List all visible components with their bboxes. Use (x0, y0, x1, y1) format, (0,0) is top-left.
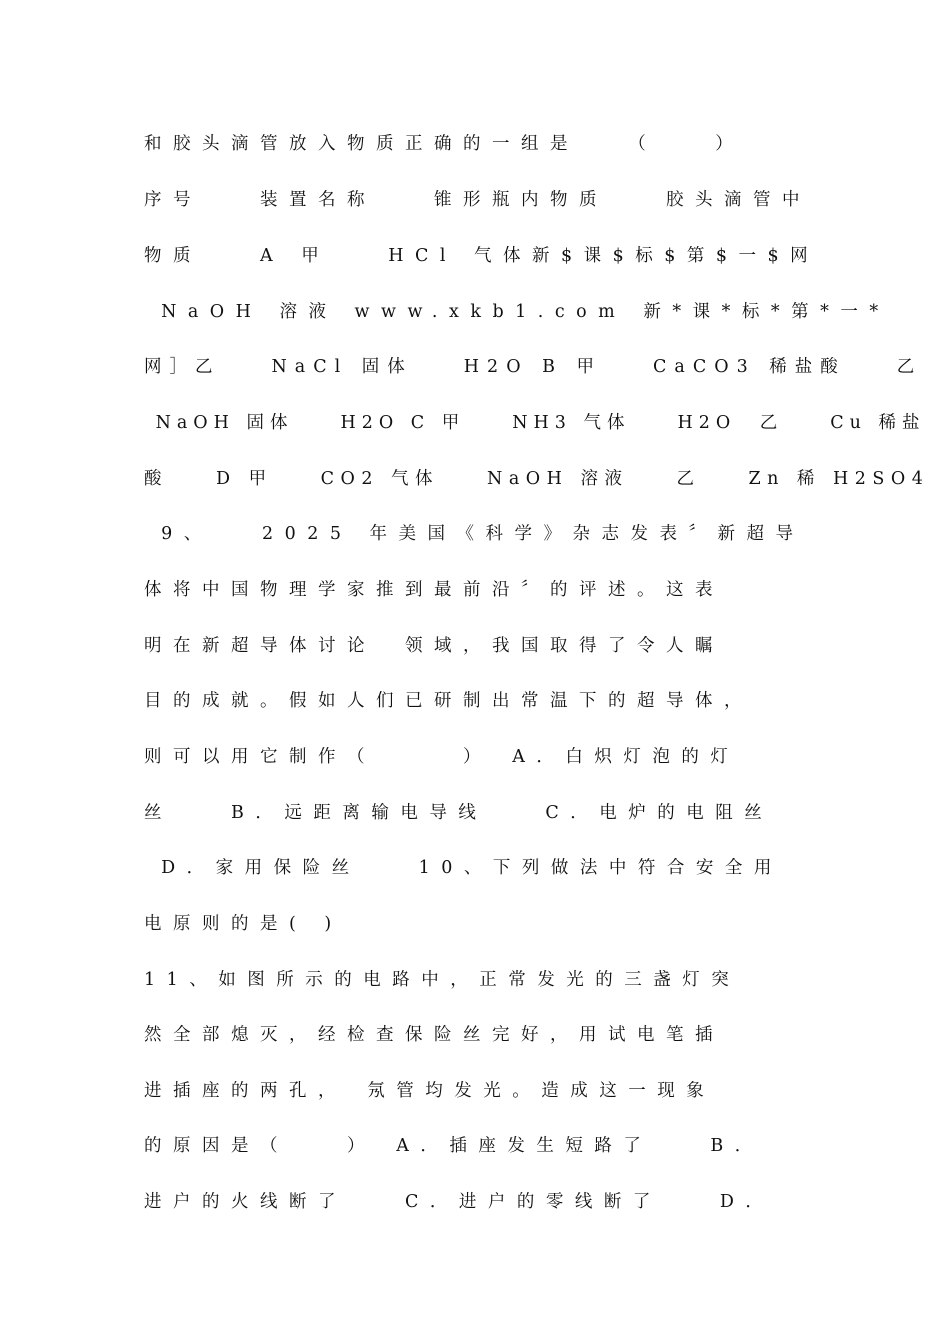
text-line: 物质 A 甲 HCl 气体新$课$标$第$一$网 (144, 246, 820, 266)
text-line: 酸 D 甲 CO2 气体 NaOH 溶液 乙 Zn 稀 H2SO4 (144, 469, 930, 489)
text-line: 目的成就。假如人们已研制出常温下的超导体， (144, 691, 753, 711)
text-line: 序号 装置名称 锥形瓶内物质 胶头滴管中 (144, 190, 811, 210)
text-line: 则可以用它制作（ ） A．白炽灯泡的灯 (144, 747, 740, 767)
text-line: NaOH 固体 H2O C 甲 NH3 气体 H2O 乙 Cu 稀盐 (144, 413, 926, 433)
text-line: 的原因是（ ） A．插座发生短路了 B． (144, 1136, 764, 1156)
text-line: 电原则的是( ) (144, 914, 343, 934)
text-line: 9、 2025 年美国《科学》杂志发表〞新超导 (144, 524, 805, 544)
text-line: 网］乙 NaCl 固体 H2O B 甲 CaCO3 稀盐酸 乙 (144, 357, 923, 377)
text-line: D．家用保险丝 10、下列做法中符合安全用 (144, 858, 783, 878)
text-line: 进户的火线断了 C．进户的零线断了 D． (144, 1192, 775, 1212)
text-line: 丝 B．远距离输电导线 C．电炉的电阻丝 (144, 803, 774, 823)
text-line: 11、如图所示的电路中，正常发光的三盏灯突 (144, 970, 741, 990)
text-line: 然全部熄灭，经检查保险丝完好，用试电笔插 (144, 1025, 724, 1045)
text-line: 和胶头滴管放入物质正确的一组是 （ ） (144, 134, 745, 154)
text-line: 体将中国物理学家推到最前沿〞的评述。这表 (144, 580, 724, 600)
text-line: 明在新超导体讨论 领域，我国取得了令人瞩 (144, 636, 724, 656)
text-line: 进插座的两孔， 氖管均发光。造成这一现象 (144, 1081, 716, 1101)
text-line: NaOH 溶液 www.xkb1.com 新*课*标*第*一* (144, 302, 890, 322)
